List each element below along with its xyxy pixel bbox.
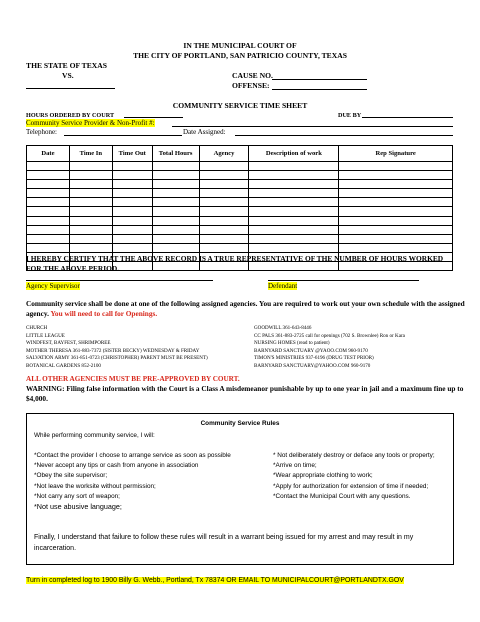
due-by-label: DUE BY <box>338 112 362 119</box>
table-cell[interactable] <box>152 198 199 207</box>
call-for-openings: You will need to call for Openings. <box>50 309 158 319</box>
table-cell[interactable] <box>199 198 249 207</box>
agency-list-right <box>254 325 405 371</box>
rules-list-right <box>273 451 435 502</box>
offense-field[interactable] <box>272 89 367 90</box>
vs-label: VS. <box>62 71 74 80</box>
table-cell[interactable] <box>339 243 453 252</box>
court-name-line-1: IN THE MUNICIPAL COURT OF <box>183 41 297 50</box>
table-cell[interactable] <box>27 216 70 225</box>
offense-label: OFFENSE: <box>232 81 270 90</box>
table-cell[interactable] <box>112 171 152 180</box>
table-cell[interactable] <box>152 171 199 180</box>
rules-finally-statement: Finally, I understand that failure to follow these rules will result in a warrant being issued for my arrest and may result in my incarceration. <box>34 534 414 552</box>
table-cell[interactable] <box>152 216 199 225</box>
rules-list-left <box>34 451 231 512</box>
table-cell[interactable] <box>69 225 112 234</box>
column-header-agency: Agency <box>199 146 249 162</box>
table-cell[interactable] <box>112 180 152 189</box>
table-cell[interactable] <box>152 189 199 198</box>
table-cell[interactable] <box>27 171 70 180</box>
provider-label: Community Service Provider & Non-Profit #: <box>26 119 155 127</box>
rule-item: *Not leave the worksite without permission; <box>34 482 156 490</box>
table-cell[interactable] <box>249 198 339 207</box>
table-cell[interactable] <box>112 234 152 243</box>
table-cell[interactable] <box>249 207 339 216</box>
table-cell[interactable] <box>27 198 70 207</box>
agency-item: WINDFEST, BAYFEST, SHRIMPOREE <box>26 340 111 347</box>
agency-item: CC PALS 361-883-2725 call for openings (702 S. Brownlee) Ron or Kara <box>254 332 405 339</box>
agency-item: BARNYARD SANCTUARY@YAHOO.COM 960-9170 <box>254 362 371 369</box>
agency-item: NURSING HOMES (read to patient) <box>254 340 330 347</box>
table-cell[interactable] <box>199 180 249 189</box>
rule-item: *Never accept any tips or cash from anyone in association <box>34 462 199 470</box>
table-cell[interactable] <box>152 234 199 243</box>
time-sheet-title: COMMUNITY SERVICE TIME SHEET <box>172 101 308 110</box>
date-assigned-field[interactable] <box>235 135 453 136</box>
table-row <box>27 162 453 171</box>
table-cell[interactable] <box>249 234 339 243</box>
agency-item: SALVATION ARMY 361-851-0723 (CHRISTOPHER) PARENT MUST BE PRESENT) <box>26 355 208 362</box>
table-cell[interactable] <box>69 243 112 252</box>
table-cell[interactable] <box>69 234 112 243</box>
table-cell[interactable] <box>339 207 453 216</box>
date-assigned-label: Date Assigned: <box>183 128 226 136</box>
table-cell[interactable] <box>69 216 112 225</box>
table-cell[interactable] <box>27 162 70 171</box>
preapproval-notice: ALL OTHER AGENCIES MUST BE PRE-APPROVED BY COURT. <box>26 375 240 383</box>
rule-item: * Not deliberately destroy or deface any tools or property; <box>273 452 435 459</box>
state-of-texas: THE STATE OF TEXAS <box>26 61 107 70</box>
table-cell[interactable] <box>199 234 249 243</box>
cause-number-field[interactable] <box>272 79 367 80</box>
table-cell[interactable] <box>27 243 70 252</box>
table-cell[interactable] <box>112 243 152 252</box>
agency-supervisor-label: Agency Supervisor <box>26 282 80 290</box>
cause-number-label: CAUSE NO. <box>232 71 273 80</box>
table-cell[interactable] <box>249 225 339 234</box>
table-cell[interactable] <box>339 234 453 243</box>
agency-item: GOODWILL 361-643-8446 <box>254 325 312 331</box>
table-row <box>27 234 453 243</box>
table-cell[interactable] <box>249 171 339 180</box>
defendant-signature-line[interactable] <box>268 280 419 281</box>
defendant-label: Defendant <box>268 282 298 290</box>
table-row <box>27 198 453 207</box>
table-cell[interactable] <box>199 225 249 234</box>
telephone-field[interactable] <box>64 135 182 136</box>
rule-item: *Wear appropriate clothing to work; <box>273 472 373 480</box>
table-cell[interactable] <box>27 180 70 189</box>
table-cell[interactable] <box>27 234 70 243</box>
column-header-total-hours: Total Hours <box>152 146 199 162</box>
rules-title: Community Service Rules <box>200 420 280 427</box>
table-row <box>27 180 453 189</box>
table-cell[interactable] <box>249 216 339 225</box>
due-by-field[interactable] <box>362 117 453 118</box>
table-cell[interactable] <box>199 171 249 180</box>
false-information-warning: WARNING: Filing false information with the Court is a Class A misdemeanor punishable by up to one year in jail and a maximum fine up to $4,000. <box>26 384 464 403</box>
column-header-rep-signature: Rep Signature <box>339 146 453 162</box>
agency-item: LITTLE LEAGUE <box>26 332 65 339</box>
table-row <box>27 216 453 225</box>
hours-ordered-field[interactable] <box>124 117 183 118</box>
table-cell[interactable] <box>27 207 70 216</box>
agency-item: MOTHER THERESA 361-883-7372 (SISTER BECKY) WEDNESDAY & FRIDAY <box>26 347 200 354</box>
table-cell[interactable] <box>69 162 112 171</box>
table-row <box>27 243 453 252</box>
table-cell[interactable] <box>249 180 339 189</box>
table-row <box>27 207 453 216</box>
table-cell[interactable] <box>152 207 199 216</box>
table-cell[interactable] <box>249 162 339 171</box>
rule-item: *Contact the provider I choose to arrange service as soon as possible <box>34 452 231 459</box>
time-log-table <box>26 145 453 271</box>
rule-item: *Apply for authorization for extension of time if needed; <box>273 482 429 490</box>
rules-intro: While performing community service, I will: <box>34 432 155 439</box>
table-cell[interactable] <box>199 243 249 252</box>
supervisor-signature-line[interactable] <box>26 280 213 281</box>
table-cell[interactable] <box>152 162 199 171</box>
table-cell[interactable] <box>339 225 453 234</box>
table-row <box>27 171 453 180</box>
rule-item: *Not use abusive language; <box>34 502 122 512</box>
rule-item: *Not carry any sort of weapon; <box>34 492 120 500</box>
table-cell[interactable] <box>199 216 249 225</box>
column-header-description: Description of work <box>249 146 339 162</box>
table-cell[interactable] <box>27 189 70 198</box>
community-service-rules-box <box>26 413 454 565</box>
table-cell[interactable] <box>27 225 70 234</box>
table-cell[interactable] <box>112 216 152 225</box>
table-cell[interactable] <box>199 162 249 171</box>
table-row <box>27 189 453 198</box>
table-cell[interactable] <box>339 180 453 189</box>
table-cell[interactable] <box>339 171 453 180</box>
hours-ordered-label: HOURS ORDERED BY COURT <box>26 112 115 119</box>
table-cell[interactable] <box>112 189 152 198</box>
rule-item: *Obey the site supervisor; <box>34 472 108 480</box>
provider-field[interactable] <box>172 126 453 127</box>
rule-item: *Arrive on time; <box>273 462 317 470</box>
agency-item: BOTANICAL GARDENS 852-2100 <box>26 362 101 369</box>
table-cell[interactable] <box>69 180 112 189</box>
telephone-label: Telephone: <box>26 128 57 136</box>
table-cell[interactable] <box>112 207 152 216</box>
table-cell[interactable] <box>199 189 249 198</box>
certification-statement: I HEREBY CERTIFY THAT THE ABOVE RECORD IS A TRUE REPRESENTATIVE OF THE NUMBER OF HOURS WORKED FOR THE ABOVE PERIOD. <box>26 254 444 273</box>
table-cell[interactable] <box>152 225 199 234</box>
table-cell[interactable] <box>112 225 152 234</box>
table-cell[interactable] <box>112 198 152 207</box>
table-cell[interactable] <box>112 162 152 171</box>
column-header-date: Date <box>27 146 70 162</box>
table-cell[interactable] <box>249 189 339 198</box>
agencies-intro-text: Community service shall be done at one of the following assigned agencies. You are required to work out your own schedule with the assigned agency. <box>26 299 465 319</box>
table-header-row <box>27 146 453 162</box>
table-cell[interactable] <box>69 198 112 207</box>
table-cell[interactable] <box>339 198 453 207</box>
agency-item: CHURCH <box>26 325 48 331</box>
defendant-name-line[interactable] <box>26 88 115 89</box>
agency-item: BARNYARD SANCTUARY @YAOO.COM 960-9170 <box>254 347 368 354</box>
table-cell[interactable] <box>152 243 199 252</box>
rule-item: *Contact the Municipal Court with any questions. <box>273 492 411 500</box>
agencies-intro <box>26 299 466 320</box>
table-cell[interactable] <box>152 180 199 189</box>
agency-list-left <box>26 325 208 371</box>
table-row <box>27 225 453 234</box>
table-cell[interactable] <box>339 162 453 171</box>
table-cell[interactable] <box>339 189 453 198</box>
table-cell[interactable] <box>69 171 112 180</box>
agency-item: TIMON'S MINISTRIES 937-6196 (DRUG TEST PRIOR) <box>254 355 374 362</box>
table-cell[interactable] <box>339 216 453 225</box>
table-cell[interactable] <box>69 207 112 216</box>
table-cell[interactable] <box>199 207 249 216</box>
column-header-time-in: Time In <box>69 146 112 162</box>
court-name-line-2: THE CITY OF PORTLAND, SAN PATRICIO COUNTY, TEXAS <box>133 51 347 60</box>
turn-in-instructions: Turn in completed log to 1900 Billy G. Webb., Portland, Tx 78374 OR EMAIL TO MUNICIPALCOURT@PORTLANDTX.GOV <box>26 577 404 584</box>
table-cell[interactable] <box>249 243 339 252</box>
column-header-time-out: Time Out <box>112 146 152 162</box>
table-cell[interactable] <box>69 189 112 198</box>
